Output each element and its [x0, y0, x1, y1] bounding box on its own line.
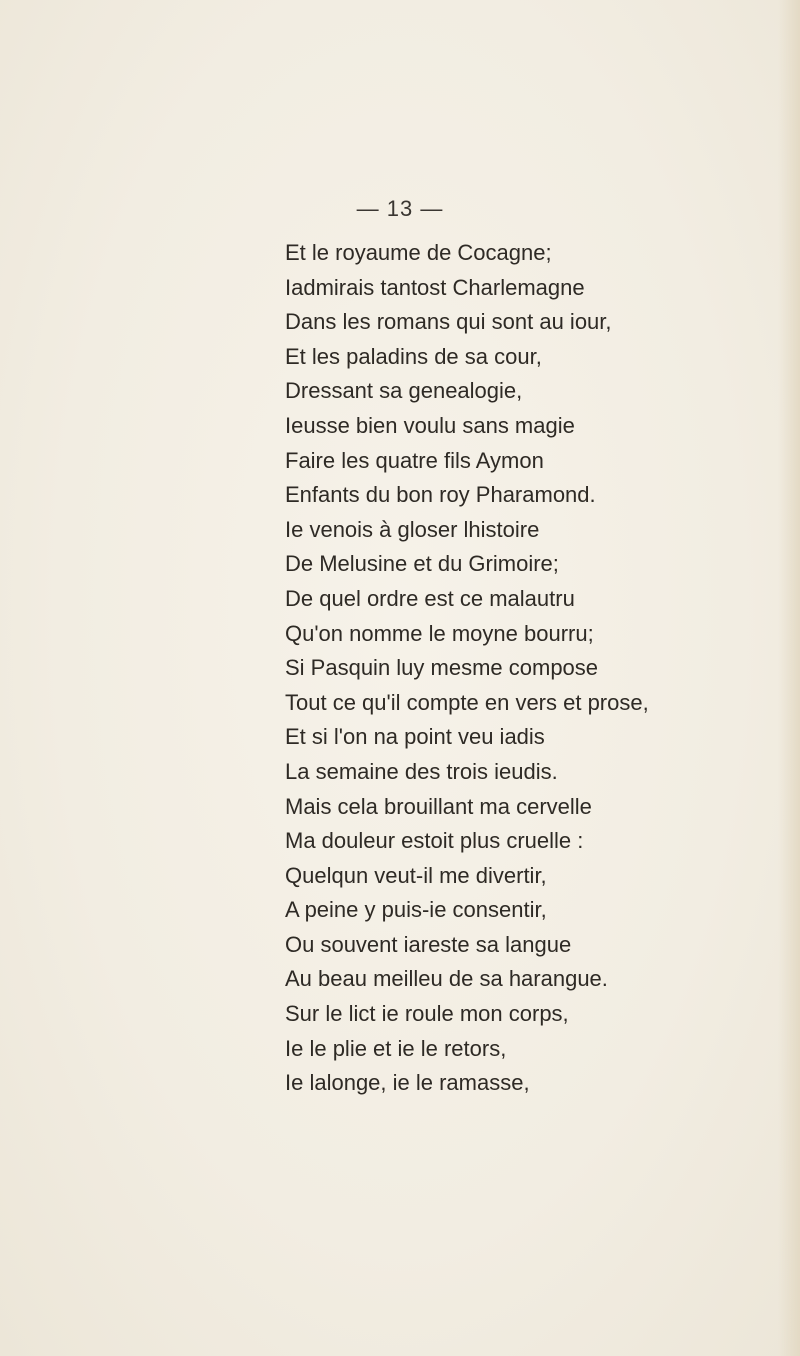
verse-line: Qu'on nomme le moyne bourru;	[285, 620, 594, 646]
verse-line: Et les paladins de sa cour,	[285, 343, 542, 369]
verse-line: Ie le plie et ie le retors,	[285, 1035, 507, 1061]
page-number: — 13 —	[356, 196, 444, 221]
verse-line: Ie venois à gloser lhistoire	[285, 516, 540, 542]
verse-line: Faire les quatre fils Aymon	[285, 447, 544, 473]
verse-line: Ie lalonge, ie le ramasse,	[285, 1070, 530, 1096]
verse-line: Mais cela brouillant ma cervelle	[285, 793, 592, 819]
verse-line: Quelqun veut-il me divertir,	[285, 862, 547, 888]
verse-line: Tout ce qu'il compte en vers et prose,	[285, 689, 649, 715]
verse-line: Dressant sa genealogie,	[285, 378, 523, 404]
verse-line: Et le royaume de Cocagne;	[285, 240, 552, 265]
verse-line: Iadmirais tantost Charlemagne	[285, 274, 585, 300]
verse-line: Ieusse bien voulu sans magie	[285, 412, 575, 438]
verse-line: Et si l'on na point veu iadis	[285, 724, 545, 750]
verse-line: Sur le lict ie roule mon corps,	[285, 1001, 569, 1027]
verse-line: A peine y puis-ie consentir,	[285, 897, 547, 923]
verse-line: Au beau meilleu de sa harangue.	[285, 966, 608, 992]
verse-line: De Melusine et du Grimoire;	[285, 551, 559, 577]
verse-line: La semaine des trois ieudis.	[285, 758, 558, 784]
verse-line: Ou souvent iareste sa langue	[285, 931, 572, 957]
poem-text	[285, 236, 649, 1101]
verse-line: Si Pasquin luy mesme compose	[285, 655, 599, 681]
verse-line: Enfants du bon roy Pharamond.	[285, 482, 596, 508]
verse-line: Dans les romans qui sont au iour,	[285, 309, 612, 335]
verse-line: Ma douleur estoit plus cruelle :	[285, 828, 584, 854]
verse-line: De quel ordre est ce malautru	[285, 585, 575, 611]
